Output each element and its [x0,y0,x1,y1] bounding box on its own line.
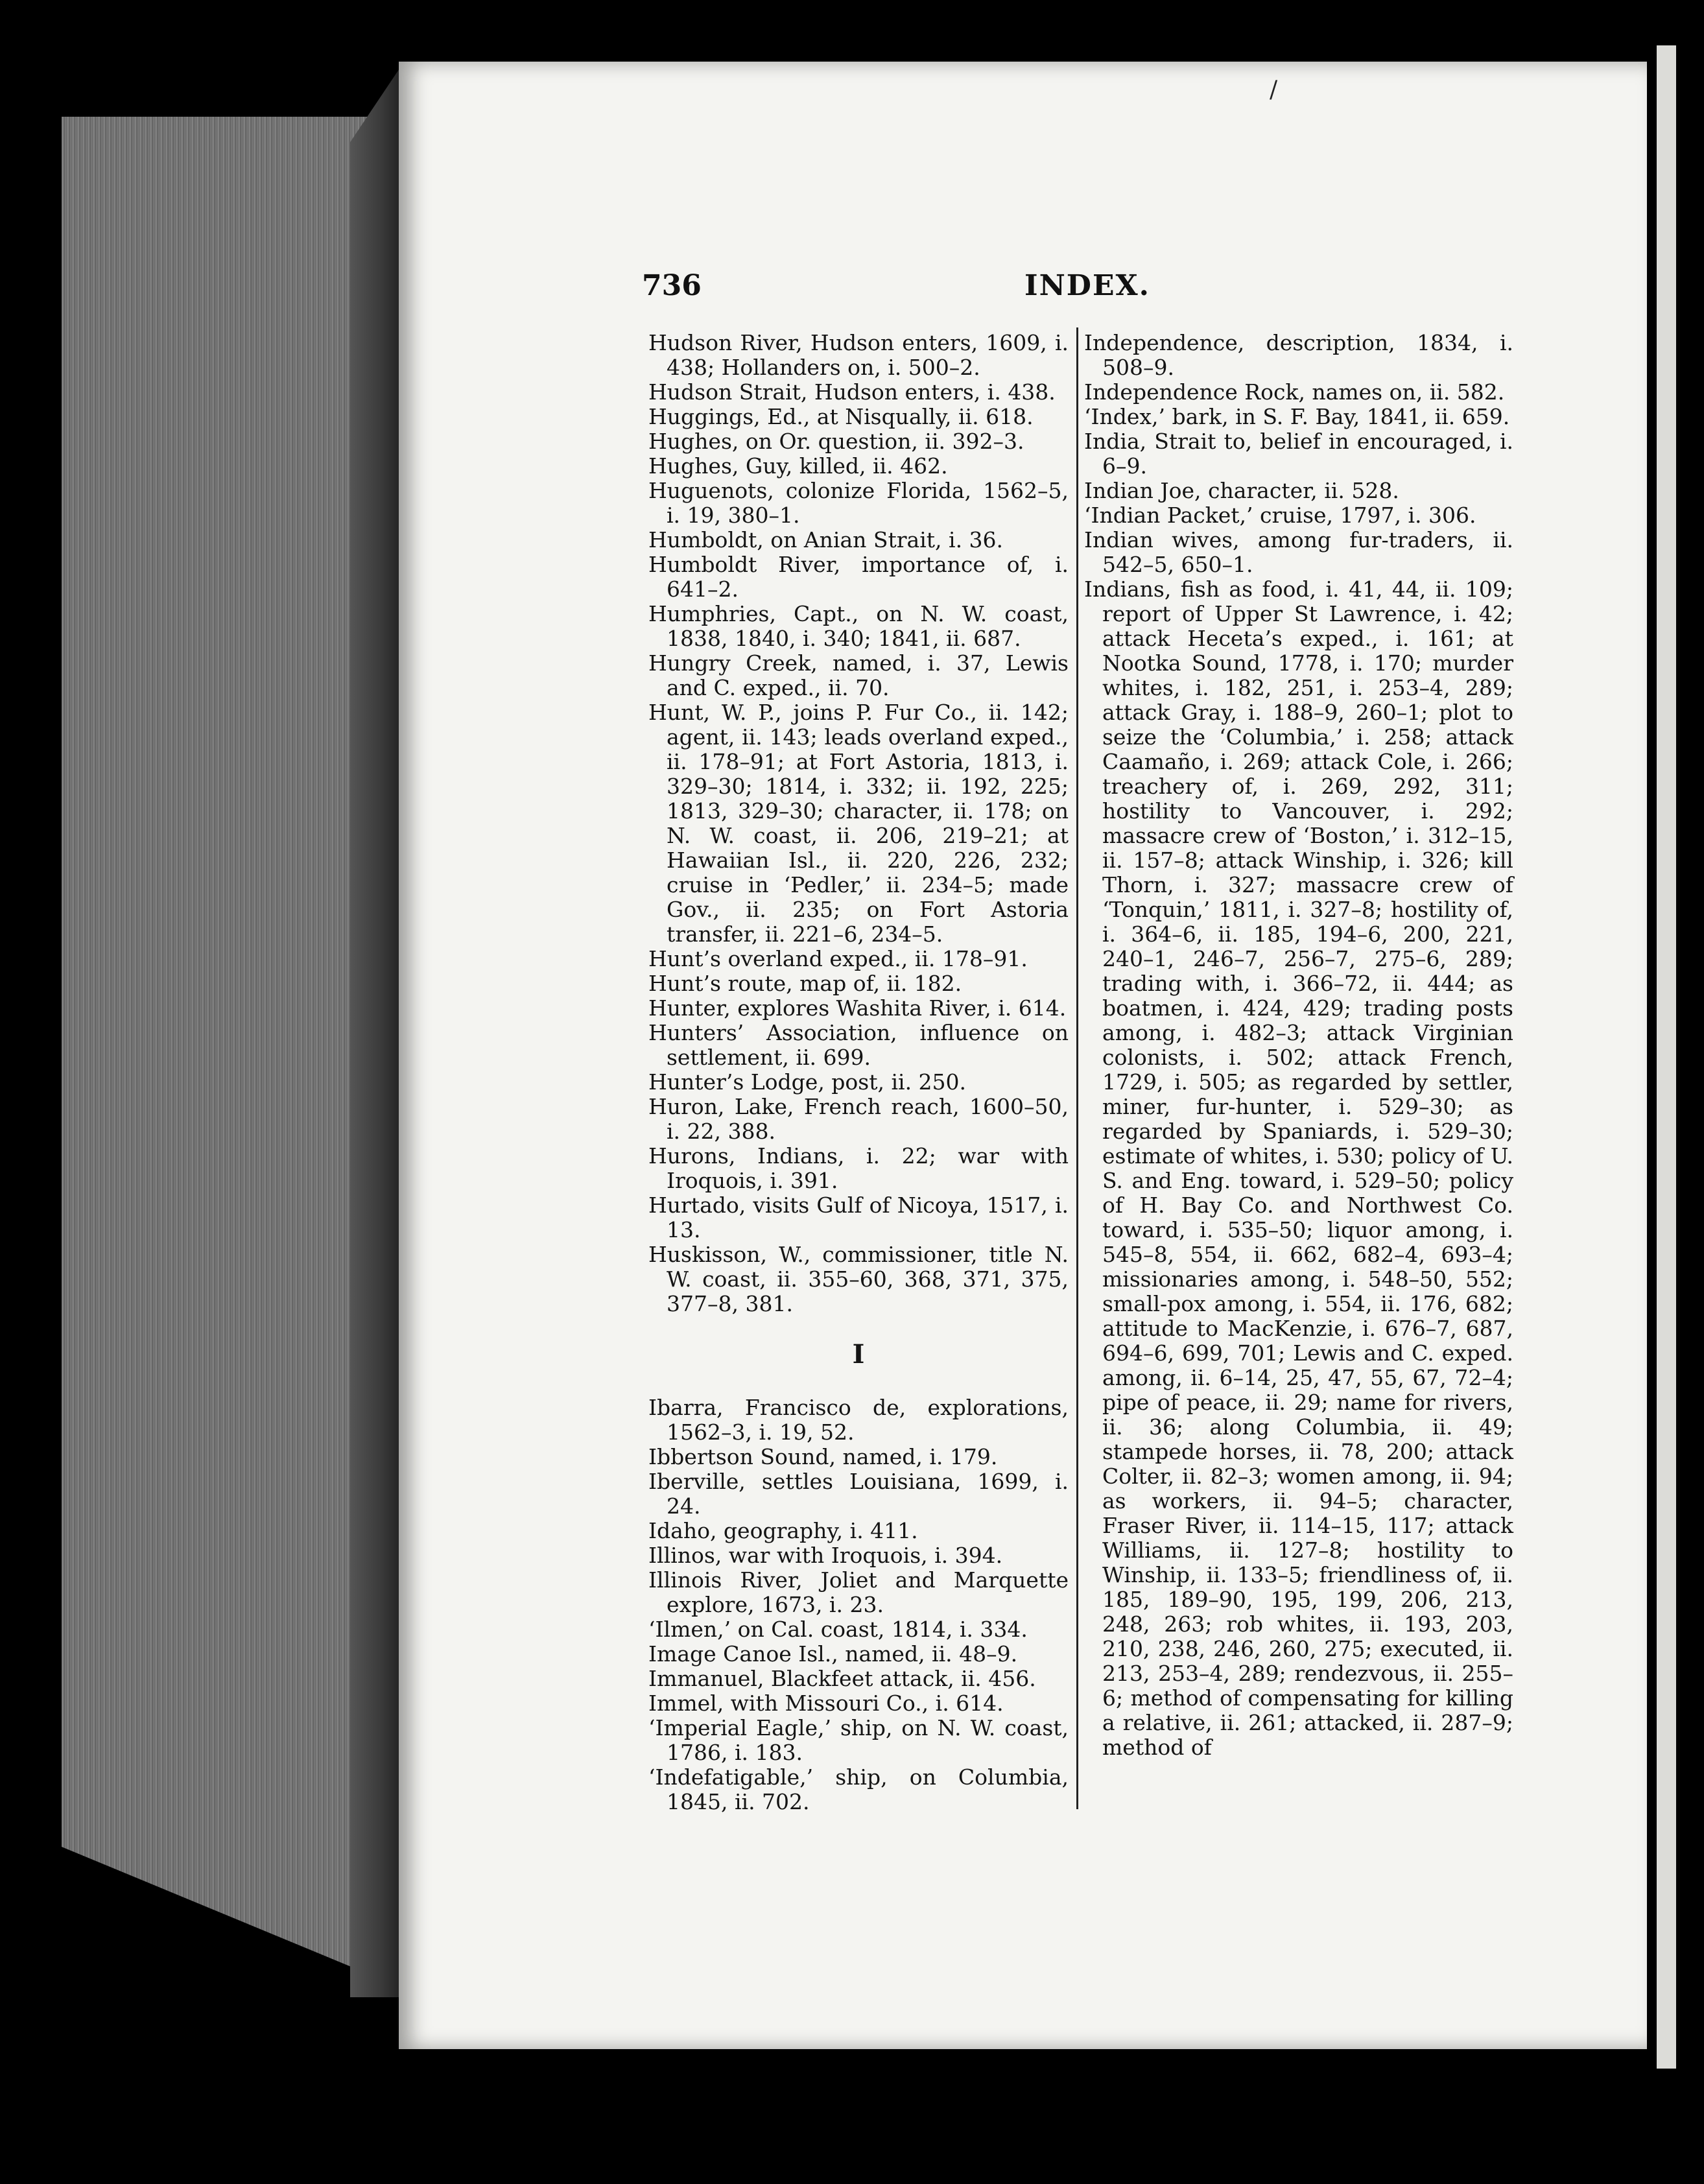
index-entry: Image Canoe Isl., named, ii. 48–9. [648,1641,1018,1667]
entries-right [1084,331,1513,1760]
index-entry: Ibbertson Sound, named, i. 179. [648,1444,998,1469]
facing-page-edge [1657,45,1676,2069]
index-entry: Illinois River, Joliet and Marquette explore, 1673, i. 23. [648,1567,1069,1617]
book-spine-shadow [350,65,402,1997]
index-entry: Huguenots, colonize Florida, 1562–5, i. 19, 380–1. [648,478,1069,528]
index-entry: Hurons, Indians, i. 22; war with Iroquois, i. 391. [648,1143,1069,1193]
index-entry: Hunt’s overland exped., ii. 178–91. [648,946,1028,971]
index-entry: Illinos, war with Iroquois, i. 394. [648,1543,1003,1568]
index-entry: Huskisson, W., commissioner, title N. W. coast, ii. 355–60, 368, 371, 375, 377–8, 381. [648,1242,1069,1316]
index-entry: Hunters’ Association, influence on settlement, ii. 699. [648,1020,1069,1070]
index-entry: Hudson River, Hudson enters, 1609, i. 438; Hollanders on, i. 500–2. [648,330,1069,380]
index-entry: ‘Imperial Eagle,’ ship, on N. W. coast, 1786, i. 183. [648,1715,1069,1765]
page-number: 736 [642,269,702,302]
index-entry: Ibarra, Francisco de, explorations, 1562–3, i. 19, 52. [648,1395,1069,1445]
index-entry: ‘Ilmen,’ on Cal. coast, 1814, i. 334. [648,1617,1028,1642]
index-entry: Indian Joe, character, ii. 528. [1084,478,1399,503]
index-entry: Independence Rock, names on, ii. 582. [1084,379,1505,405]
index-entry: ‘Indefatigable,’ ship, on Columbia, 1845, ii. 702. [648,1764,1069,1814]
entries-i-section [648,1395,1069,1814]
index-entry: Hughes, Guy, killed, ii. 462. [648,453,948,479]
index-entry: Hudson Strait, Hudson enters, i. 438. [648,379,1056,405]
index-entry: Humphries, Capt., on N. W. coast, 1838, 1840, i. 340; 1841, ii. 687. [648,601,1069,651]
index-entry: Hunt, W. P., joins P. Fur Co., ii. 142; agent, ii. 143; leads overland exped., ii. 178–91; at Fort Astoria, 1813, i. 329–30; 1814, i. 332; ii. 192, 225; 1813, 329–30; character, ii. 178; on N. W. coast, ii. 206, 219–21; at Hawaiian Isl., ii. 220, 226, 232; cruise in ‘Pedler,’ ii. 234–5; made Gov., ii. 235; on Fort Astoria transfer, ii. 221–6, 234–5. [648,700,1069,947]
index-column-left [648,331,1069,1814]
index-entry: Huggings, Ed., at Nisqually, ii. 618. [648,404,1034,429]
index-entry: ‘Index,’ bark, in S. F. Bay, 1841, ii. 659. [1084,404,1510,429]
index-entry: Indian wives, among fur-traders, ii. 542–5, 650–1. [1084,527,1513,577]
column-divider [1076,327,1078,1809]
entries-h-section [648,331,1069,1316]
index-entry: Hurtado, visits Gulf of Nicoya, 1517, i. 13. [648,1193,1069,1242]
index-entry: Iberville, settles Louisiana, 1699, i. 24. [648,1469,1069,1519]
index-entry: Hungry Creek, named, i. 37, Lewis and C. exped., ii. 70. [648,650,1069,700]
index-entry: Hunter’s Lodge, post, ii. 250. [648,1069,967,1095]
stray-pencil-mark: / [1270,77,1278,103]
index-entry: India, Strait to, belief in encouraged, i. 6–9. [1084,429,1513,479]
index-entry: Humboldt River, importance of, i. 641–2. [648,552,1069,602]
index-entry: Independence, description, 1834, i. 508–9. [1084,330,1513,380]
index-entry: Immanuel, Blackfeet attack, ii. 456. [648,1666,1036,1691]
index-entry: Immel, with Missouri Co., i. 614. [648,1691,1004,1716]
running-head: INDEX. [1024,269,1150,302]
section-letter-i: I [852,1339,865,1370]
index-entry: Idaho, geography, i. 411. [648,1518,918,1543]
index-entry: Humboldt, on Anian Strait, i. 36. [648,527,1004,552]
index-entry: Hunt’s route, map of, ii. 182. [648,971,962,996]
index-entry: Indians, fish as food, i. 41, 44, ii. 109; report of Upper St Lawrence, i. 42; attack Heceta’s exped., i. 161; at Nootka Sound, 1778, i. 170; murder whites, i. 182, 251, i. 253–4, 289; attack Gray, i. 188–9, 260–1; plot to seize the ‘Columbia,’ i. 258; attack Caamaño, i. 269; attack Cole, i. 266; treachery of, i. 269, 292, 311; hostility to Vancouver, i. 292; massacre crew of ‘Boston,’ i. 312–15, ii. 157–8; attack Winship, i. 326; kill Thorn, i. 327; massacre crew of ‘Tonquin,’ 1811, i. 327–8; hostility of, i. 364–6, ii. 185, 194–6, 200, 221, 240–1, 246–7, 256–7, 275–6, 289; trading with, i. 366–72, ii. 444; as boatmen, i. 424, 429; trading posts among, i. 482–3; attack Virginian colonists, i. 502; attack French, 1729, i. 505; as regarded by settler, miner, fur-hunter, i. 529–30; as regarded by Spaniards, i. 529–30; estimate of whites, i. 530; policy of U. S. and Eng. toward, i. 529–50; policy of H. Bay Co. and Northwest Co. toward, i. 535–50; liquor among, i. 545–8, 554, ii. 662, 682–4, 693–4; missionaries among, i. 548–50, 552; small-pox among, i. 554, ii. 176, 682; attitude to MacKenzie, i. 676–7, 687, 694–6, 699, 701; Lewis and C. exped. among, ii. 6–14, 25, 47, 55, 67, 72–4; pipe of peace, ii. 29; name for rivers, ii. 36; along Columbia, ii. 49; stampede horses, ii. 78, 200; attack Colter, ii. 82–3; women among, ii. 94; as workers, ii. 94–5; character, Fraser River, ii. 114–15, 117; attack Williams, ii. 127–8; hostility to Winship, ii. 133–5; friendliness of, ii. 185, 189–90, 195, 199, 206, 213, 248, 263; rob whites, ii. 193, 203, 210, 238, 246, 260, 275; executed, ii. 213, 253–4, 289; rendezvous, ii. 255–6; method of compensating for killing a relative, ii. 261; attacked, ii. 287–9; method of [1084,576,1513,1760]
index-entry: ‘Indian Packet,’ cruise, 1797, i. 306. [1084,503,1476,528]
page-header [642,269,1517,308]
index-entry: Huron, Lake, French reach, 1600–50, i. 22, 388. [648,1094,1069,1144]
index-column-right [1084,331,1513,1760]
index-entry: Hughes, on Or. question, ii. 392–3. [648,429,1024,454]
index-entry: Hunter, explores Washita River, i. 614. [648,995,1067,1021]
